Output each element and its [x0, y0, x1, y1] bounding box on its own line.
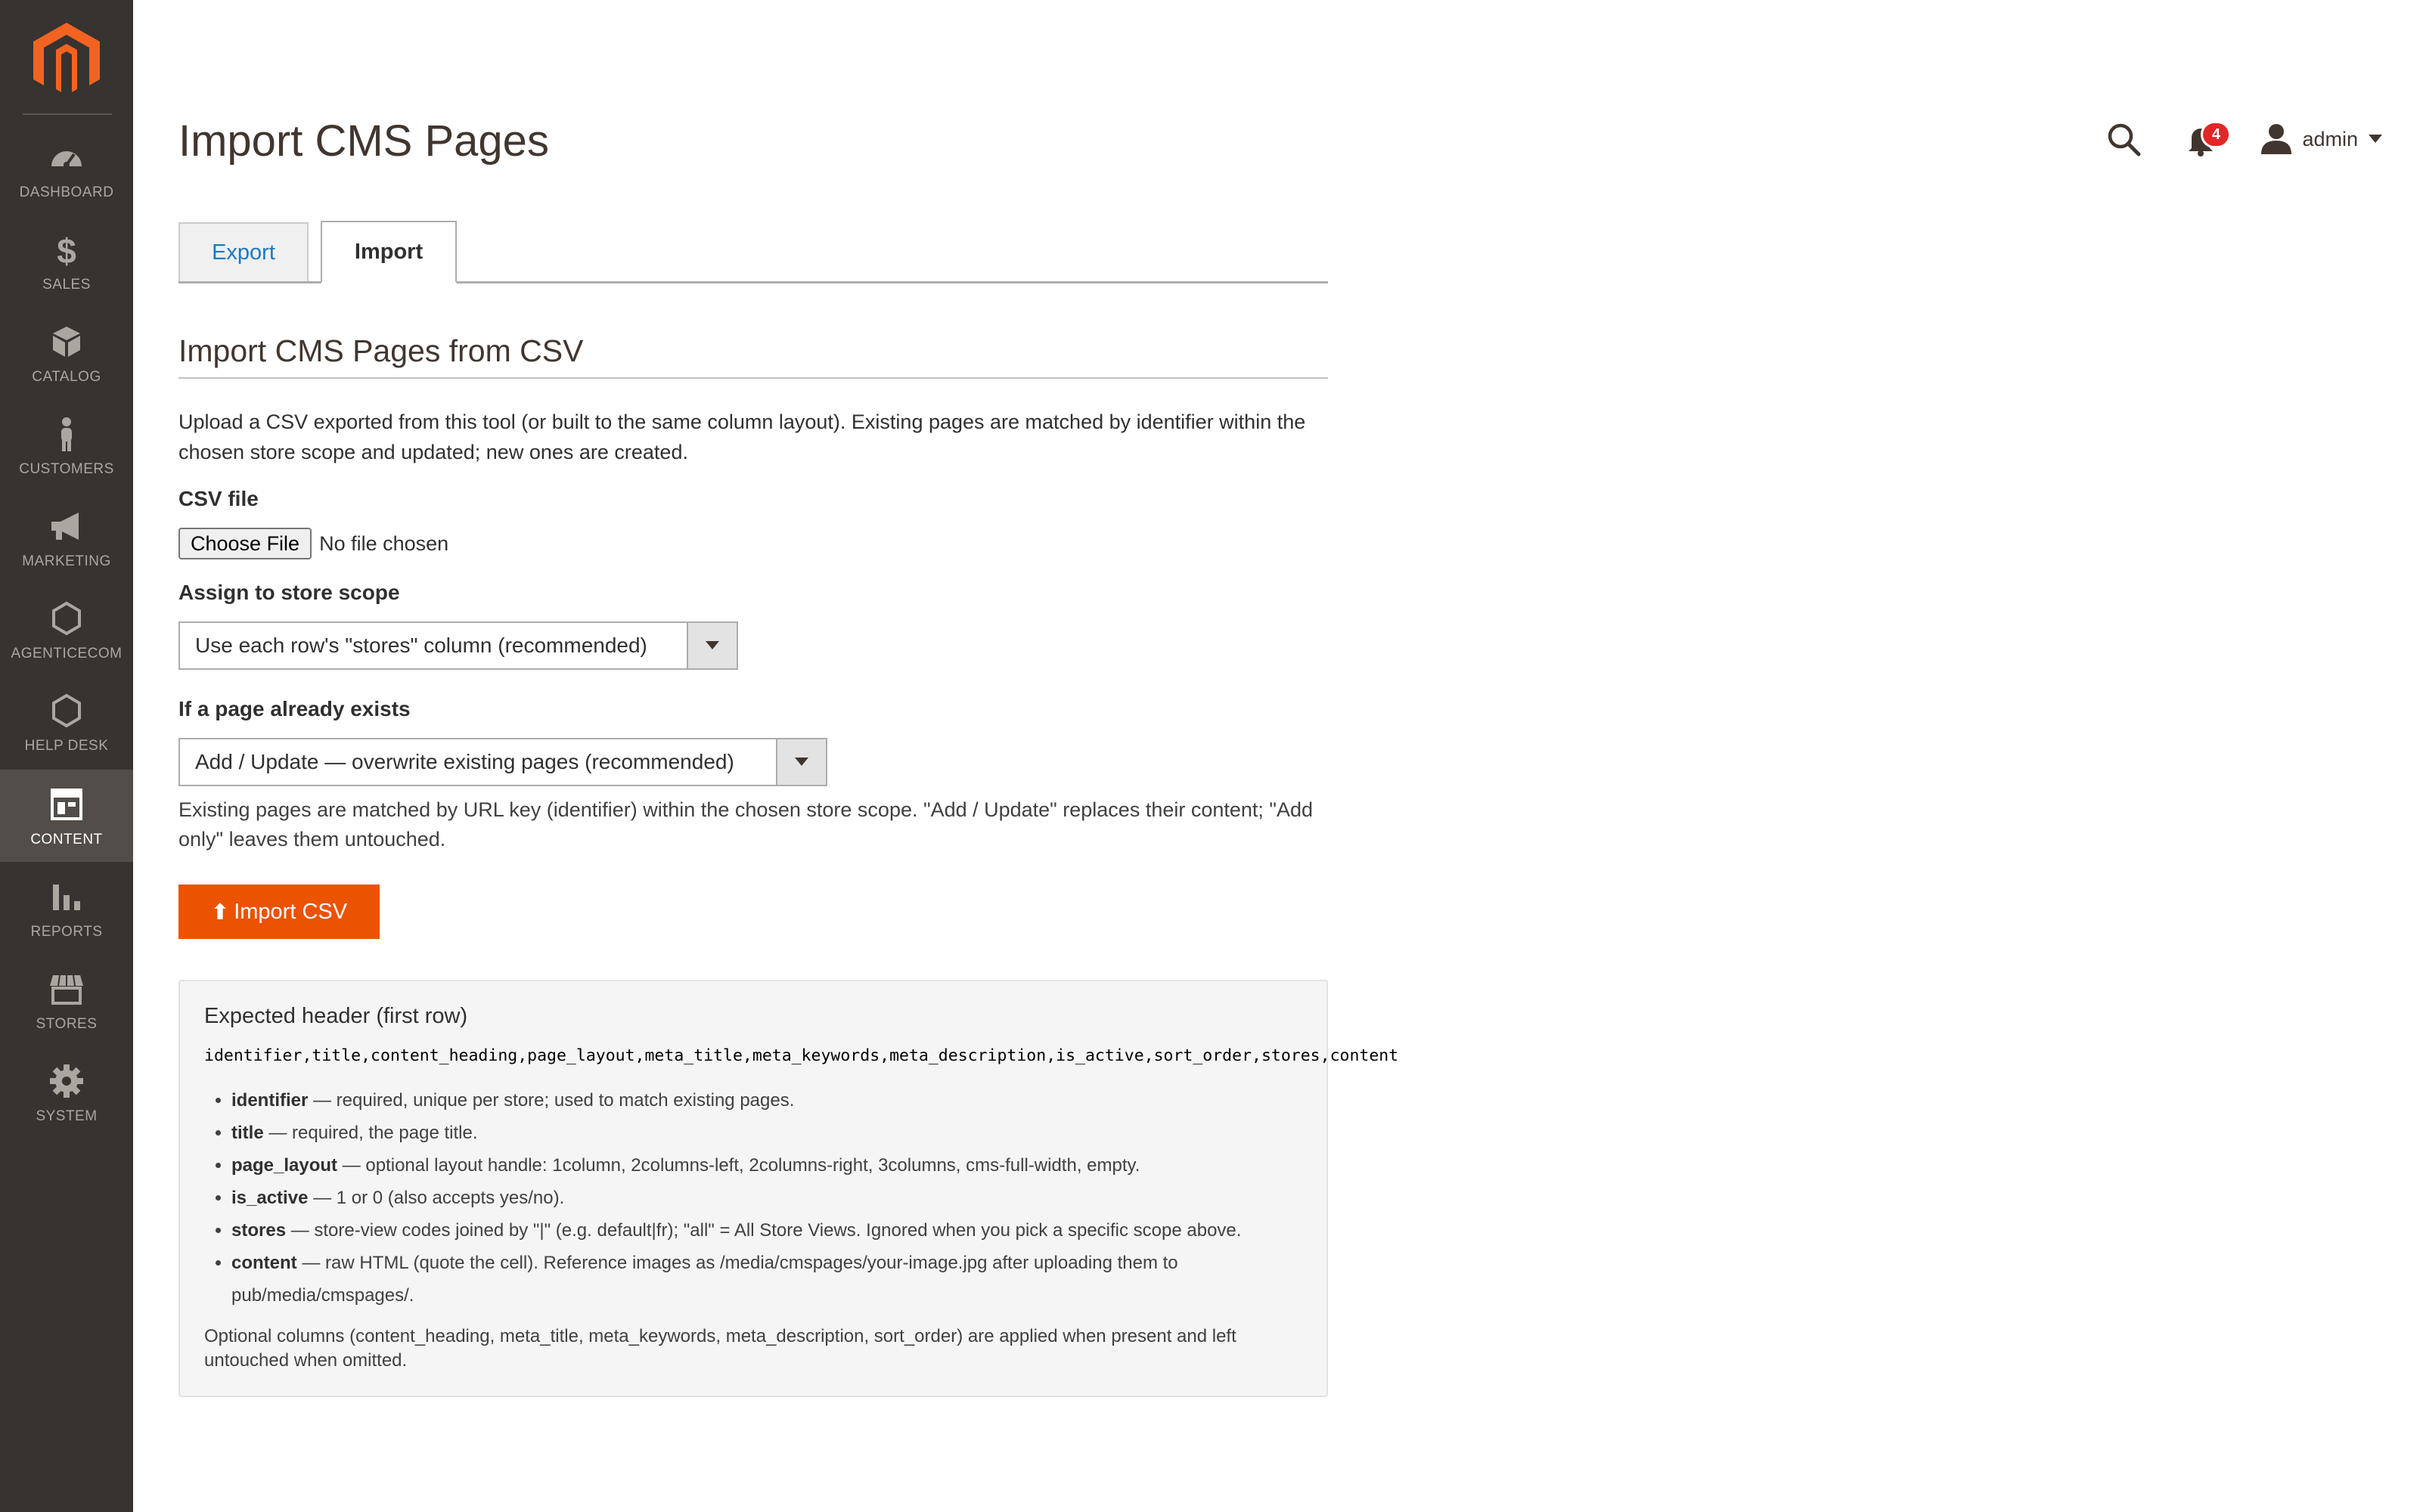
- sidebar-item-marketing[interactable]: [0, 491, 133, 584]
- page-exists-value: Add / Update — overwrite existing pages (recommended): [195, 750, 734, 773]
- field-name: identifier: [231, 1090, 309, 1111]
- field-name: stores: [231, 1220, 287, 1241]
- field-name: page_layout: [231, 1155, 338, 1176]
- chevron-down-icon: [2369, 135, 2382, 144]
- upload-arrow-icon: ⬆: [210, 900, 230, 925]
- sidebar-item-label: SYSTEM: [36, 1108, 98, 1124]
- section-intro: Upload a CSV exported from this tool (or built to the same column layout). Existing pages are matched by identifier within the chosen store scope and updated; new ones are created.: [178, 411, 1306, 463]
- user-name: admin: [2302, 127, 2358, 150]
- sidebar-item-reports[interactable]: [0, 862, 133, 954]
- user-icon: [2260, 122, 2293, 156]
- chevron-down-icon: [706, 641, 719, 650]
- svg-text:$: $: [57, 231, 76, 269]
- field-name: content: [231, 1253, 297, 1273]
- expected-header-title: Expected header (first row): [204, 1004, 468, 1028]
- admin-sidebar: [0, 0, 133, 1512]
- dropdown-arrow: [776, 739, 826, 785]
- dollar-icon: [47, 230, 86, 269]
- magento-logo-icon[interactable]: [33, 23, 100, 98]
- field-desc: — required, unique per store; used to match existing pages.: [308, 1090, 795, 1111]
- field-desc: — 1 or 0 (also accepts yes/no).: [308, 1188, 565, 1208]
- person-icon: [47, 414, 86, 454]
- store-scope-select[interactable]: [178, 621, 738, 670]
- list-item: [231, 1182, 1320, 1214]
- list-item: [231, 1117, 1320, 1149]
- notifications-button[interactable]: [2181, 119, 2220, 159]
- sidebar-item-sales[interactable]: [0, 215, 133, 307]
- optional-columns-note: Optional columns (content_heading, meta_title, meta_keywords, meta_description, sort_order) are applied when present and left untouched when omitted.: [204, 1326, 1236, 1371]
- csv-file-label: CSV file: [178, 487, 259, 510]
- sidebar-item-label: CONTENT: [30, 832, 103, 847]
- tab-import[interactable]: Import: [321, 221, 457, 284]
- tab-bar: [178, 221, 1328, 284]
- expected-header-box: [178, 980, 1399, 1397]
- gear-icon: [47, 1061, 86, 1101]
- field-name: title: [231, 1123, 264, 1143]
- list-item: [231, 1214, 1320, 1247]
- page-title: Import CMS Pages: [178, 116, 549, 166]
- section-title: Import CMS Pages from CSV: [178, 333, 1328, 379]
- dropdown-arrow: [687, 623, 737, 668]
- sidebar-item-help-desk[interactable]: [0, 676, 133, 768]
- sidebar-item-label: SALES: [42, 277, 91, 293]
- list-item: [231, 1149, 1320, 1182]
- sidebar-item-label: REPORTS: [30, 924, 103, 940]
- notifications-badge: 4: [2201, 121, 2231, 148]
- box-icon: [47, 322, 86, 361]
- sidebar-item-stores[interactable]: [0, 954, 133, 1046]
- bar-chart-icon: [47, 877, 86, 916]
- storefront-icon: [47, 969, 86, 1009]
- dashboard-icon: [47, 138, 86, 177]
- sidebar-item-content[interactable]: [0, 770, 133, 862]
- store-scope-label: Assign to store scope: [178, 581, 400, 604]
- file-status: No file chosen: [319, 531, 449, 555]
- expected-header-row: identifier,title,content_heading,page_layout,meta_title,meta_keywords,meta_description,is_active,sort_order,stores,content: [204, 1046, 1399, 1065]
- sidebar-item-label: AGENTICECOM: [11, 646, 123, 662]
- hexagon-icon: [47, 691, 86, 730]
- page-exists-select[interactable]: [178, 738, 827, 786]
- sidebar-item-system[interactable]: [0, 1046, 133, 1139]
- sidebar-item-label: CATALOG: [32, 369, 101, 385]
- field-description-list: [204, 1084, 1320, 1312]
- sidebar-item-customers[interactable]: [0, 399, 133, 491]
- field-name: is_active: [231, 1188, 309, 1208]
- field-desc: — optional layout handle: 1column, 2columns-left, 2columns-right, 3columns, cms-full-width, empty.: [337, 1155, 1140, 1176]
- page-exists-note: Existing pages are matched by URL key (identifier) within the chosen store scope. "Add / Update" replaces their content; "Add only" leaves them untouched.: [178, 798, 1314, 850]
- page-exists-label: If a page already exists: [178, 697, 411, 720]
- tab-export[interactable]: Export: [178, 222, 309, 281]
- import-csv-label: Import CSV: [234, 899, 348, 924]
- chevron-down-icon: [795, 758, 808, 767]
- store-scope-value: Use each row's "stores" column (recommended): [195, 634, 647, 657]
- list-item: [231, 1084, 1320, 1117]
- sidebar-item-label: STORES: [36, 1016, 98, 1032]
- sidebar-item-label: MARKETING: [22, 553, 111, 569]
- sidebar-item-label: HELP DESK: [24, 738, 109, 754]
- choose-file-button[interactable]: Choose File: [178, 528, 312, 559]
- header-actions: [2104, 119, 2382, 159]
- search-icon[interactable]: [2104, 119, 2143, 159]
- sidebar-item-dashboard[interactable]: [0, 122, 133, 215]
- sidebar-item-label: DASHBOARD: [19, 184, 114, 200]
- sidebar-item-label: CUSTOMERS: [19, 461, 114, 477]
- hexagon-icon: [47, 599, 86, 638]
- csv-file-input: [178, 528, 448, 559]
- field-desc: — required, the page title.: [263, 1123, 478, 1143]
- user-menu[interactable]: [2260, 122, 2382, 156]
- sidebar-item-catalog[interactable]: [0, 307, 133, 399]
- import-csv-button[interactable]: [178, 885, 380, 939]
- layout-icon: [47, 785, 86, 824]
- list-item: [231, 1247, 1320, 1312]
- field-desc: — store-view codes joined by "|" (e.g. default|fr); "all" = All Store Views. Ignored when you pick a specific scope above.: [286, 1220, 1242, 1241]
- logo-divider: [23, 113, 112, 115]
- megaphone-icon: [47, 507, 86, 546]
- field-desc: — raw HTML (quote the cell). Reference images as /media/cmspages/your-image.jpg after uploading them to pub/media/cmspages/.: [231, 1253, 1178, 1306]
- sidebar-item-agenticecom[interactable]: [0, 584, 133, 676]
